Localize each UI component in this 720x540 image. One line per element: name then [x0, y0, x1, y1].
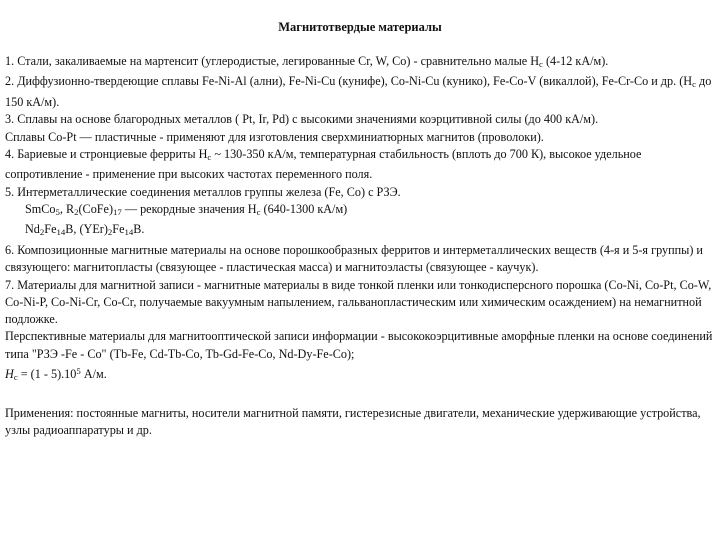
item-1-text: 1. Стали, закаливаемые на мартенсит (углеродистые, легированные Cr, W, Co) - сравнительно малые H [5, 54, 540, 68]
f2-d: 14 [56, 227, 66, 238]
f1-h: (640-1300 кА/м) [260, 201, 348, 216]
f1-f: — рекордные значения H [121, 201, 257, 216]
page-title: Магнитотвердые материалы [278, 20, 442, 34]
f1-d: (CoFe) [78, 201, 114, 216]
f2-e: B, (YEr) [65, 222, 108, 237]
item-8: Перспективные материалы для магнитооптической записи информации - высококоэрцитивные аморфные пленки на основе соединений типа "РЗЭ -Fe - Co" (Tb-Fe, Cd-Tb-Co, Tb-Gd-Fe-Co, Nd-Dy-Fe-Co); [5, 329, 713, 361]
f1-e: 17 [113, 207, 122, 218]
f2-f: 2 [107, 227, 113, 238]
applications [5, 405, 713, 440]
item-4-text: 4. Бариевые и стронциевые ферриты H [5, 146, 208, 161]
item-4-sub: c [207, 152, 212, 163]
f2-c: Fe [44, 222, 57, 237]
item-2 [5, 73, 713, 111]
content-body [5, 53, 713, 386]
hc-symbol: H [5, 366, 14, 381]
f2-a: Nd [25, 222, 40, 237]
hc-exp: 5 [76, 365, 81, 376]
formula-2 [5, 221, 713, 241]
f1-g: c [256, 207, 261, 218]
item-4 [5, 146, 713, 184]
f2-h: 14 [124, 227, 134, 238]
item-1-end: (4-12 кА/м). [542, 54, 609, 68]
f2-b: 2 [39, 227, 45, 238]
item-6: 6. Композиционные магнитные материалы на основе порошкообразных ферритов и интерметаллических веществ (4-я и 5-я группы) и связующего: магнитопласты (связующее - пластическая масса) и магнитоэласты (связующее - каучук). [5, 242, 703, 275]
f1-c: 2 [74, 207, 79, 218]
f1-b: , R [59, 201, 75, 216]
formula-1 [5, 201, 713, 221]
item-2-sub: c [692, 79, 696, 90]
item-3-note: Сплавы Co-Pt — пластичные - применяют для изготовления сверхминиатюрных магнитов (проволоки). [5, 129, 544, 144]
applications-text: Применения: постоянные магниты, носители магнитной памяти, гистерезисные двигатели, механические удерживающие устройства, узлы радиоаппаратуры и др. [5, 406, 701, 438]
f2-g: Fe [112, 222, 125, 237]
item-5: 5. Интерметаллические соединения металлов группы железа (Fe, Co) с РЗЭ. [5, 184, 401, 199]
f1-a: SmCo [25, 201, 56, 216]
item-4-end: ~ 130-350 кА/м, температурная стабильность (вплоть до 700 К), высокое удельное сопротивление - применение при высоких частотах переменного поля. [5, 146, 642, 182]
item-1-sub: c [539, 59, 543, 70]
item-9 [5, 363, 713, 386]
hc-unit: А/м. [80, 366, 107, 381]
f1-s: 5 [55, 207, 60, 218]
item-7: 7. Материалы для магнитной записи - магнитные материалы в виде тонкой пленки или тонкодисперсного порошка (Co-Ni, Co-Pt, Co-W, Co-Ni-P, Co-Ni-Cr, Co-Cr, получаемые вакуумным напылением, гальванопластическим или химическим осаждением) на немагнитной подложке. [5, 277, 712, 327]
item-2-end: до 150 кА/м). [5, 74, 712, 109]
f2-i: B. [133, 222, 145, 237]
item-1 [5, 53, 713, 73]
item-2-text: 2. Диффузионно-твердеющие сплавы Fe-Ni-Al (ални), Fe-Ni-Cu (кунифе), Co-Ni-Cu (кунико), Fe-Co-V (викаллой), Fe-Cr-Co и др. (H [5, 74, 693, 89]
hc-sub: c [13, 372, 18, 383]
hc-value: = (1 - 5).10 [17, 366, 77, 381]
item-3: 3. Сплавы на основе благородных металлов ( Pt, Ir, Pd) с высокими значениями коэрцитивной силы (до 400 кА/м). [5, 112, 599, 127]
